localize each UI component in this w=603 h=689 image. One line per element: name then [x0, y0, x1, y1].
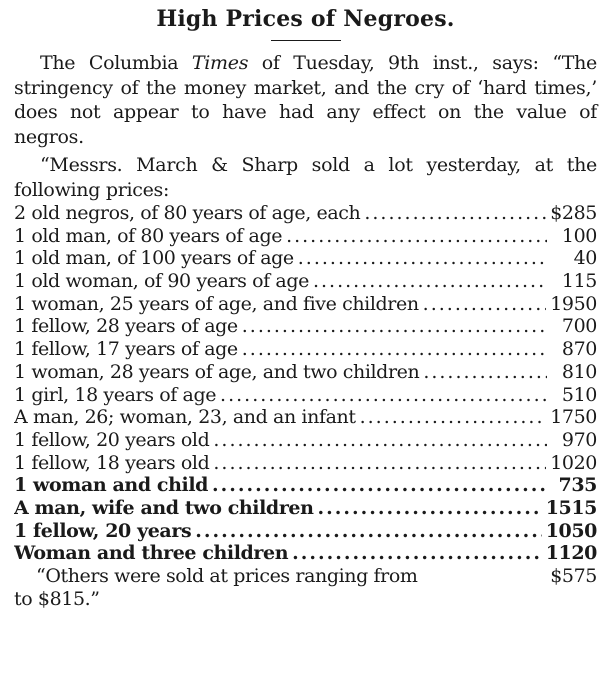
price-row-value: 735 [558, 474, 597, 497]
price-row [14, 225, 597, 248]
price-row-label: Woman and three children [14, 542, 289, 565]
price-row-leader-dots [423, 293, 547, 316]
price-row [14, 361, 597, 384]
newspaper-name: Times [191, 52, 249, 74]
price-row-label: 1 fellow, 20 years old [14, 428, 210, 451]
price-row-leader-dots [220, 384, 547, 407]
price-row-label: 1 old man, of 100 years of age [14, 247, 294, 270]
price-row-label: 1 woman, 28 years of age, and two children [14, 360, 420, 383]
price-row-leader-dots [313, 270, 547, 293]
price-row-label: 1 girl, 18 years of age [14, 383, 217, 406]
price-row [14, 270, 597, 293]
price-row-value: 40 [573, 247, 597, 270]
price-row-label: 1 old woman, of 90 years of age [14, 270, 309, 293]
price-row-value: 810 [561, 360, 597, 383]
sale-intro-paragraph: “Messrs. March & Sharp sold a lot yesterday, at the following prices: [14, 154, 597, 201]
price-row-leader-dots [212, 474, 547, 497]
price-row-leader-dots [195, 520, 541, 543]
closing-line-2: to $815.” [14, 587, 100, 610]
price-row-label: 1 fellow, 20 years [14, 519, 192, 542]
price-row-label: 1 fellow, 18 years old [14, 451, 210, 474]
price-row-leader-dots [242, 338, 547, 361]
price-row-value: 100 [561, 224, 597, 247]
price-row-label: 2 old negros, of 80 years of age, each [14, 202, 361, 224]
price-row-label: 1 old man, of 80 years of age [14, 224, 283, 247]
price-row [14, 315, 597, 338]
closing-text: “Others were sold at prices ranging from [36, 565, 418, 587]
price-row-value: 1050 [545, 519, 597, 542]
price-row-value: 870 [561, 338, 597, 361]
price-row [14, 497, 597, 520]
closing-line-1 [14, 565, 597, 588]
price-row [14, 338, 597, 361]
price-row-value: 1750 [550, 406, 597, 429]
price-row-leader-dots [298, 247, 547, 270]
price-row [14, 520, 597, 543]
price-row-label: 1 fellow, 28 years of age [14, 315, 238, 338]
price-row-label: 1 woman and child [14, 474, 209, 497]
price-row-value: 1120 [545, 542, 597, 565]
price-row-leader-dots [360, 406, 547, 429]
price-row-leader-dots [286, 225, 547, 248]
price-row-leader-dots [213, 429, 547, 452]
price-row [14, 542, 597, 565]
price-row-value: 115 [561, 270, 597, 293]
price-row-value: 1950 [550, 292, 597, 315]
intro-text-1: The Columbia [40, 52, 192, 74]
price-row-label: A man, wife and two children [14, 496, 314, 519]
headline-rule [271, 40, 341, 41]
price-row-label: A man, 26; woman, 23, and an infant [14, 406, 356, 429]
price-row [14, 247, 597, 270]
price-row [14, 474, 597, 497]
price-row-value: 510 [561, 383, 597, 406]
price-row-leader-dots [318, 497, 542, 520]
price-row-leader-dots [364, 202, 546, 225]
price-row-leader-dots [292, 542, 542, 565]
price-row-value: 1020 [550, 451, 597, 474]
price-row [14, 293, 597, 316]
price-row-value: 700 [561, 315, 597, 338]
price-row-leader-dots [213, 452, 546, 475]
intro-text-2: of Tuesday, 9th inst., says: “The stringency of the money market, and the cry of ‘hard times,’ does not appear to have had any effect on the value of negros. [14, 52, 597, 148]
price-row-label: 1 fellow, 17 years of age [14, 338, 238, 361]
price-row [14, 384, 597, 407]
closing-price: $575 [550, 565, 597, 587]
price-row [14, 406, 597, 429]
price-row-value: $285 [550, 202, 597, 224]
article-headline: High Prices of Negroes. [156, 6, 455, 32]
intro-paragraph [14, 51, 597, 149]
price-row-value: 970 [561, 428, 597, 451]
price-row [14, 452, 597, 475]
price-row-value: 1515 [545, 496, 597, 519]
price-row-leader-dots [242, 315, 547, 338]
price-row-leader-dots [423, 361, 547, 384]
price-row [14, 202, 597, 225]
price-list [14, 202, 597, 565]
price-row-label: 1 woman, 25 years of age, and five children [14, 292, 419, 315]
newspaper-article [0, 6, 603, 689]
closing-paragraph [14, 565, 597, 610]
price-row [14, 429, 597, 452]
